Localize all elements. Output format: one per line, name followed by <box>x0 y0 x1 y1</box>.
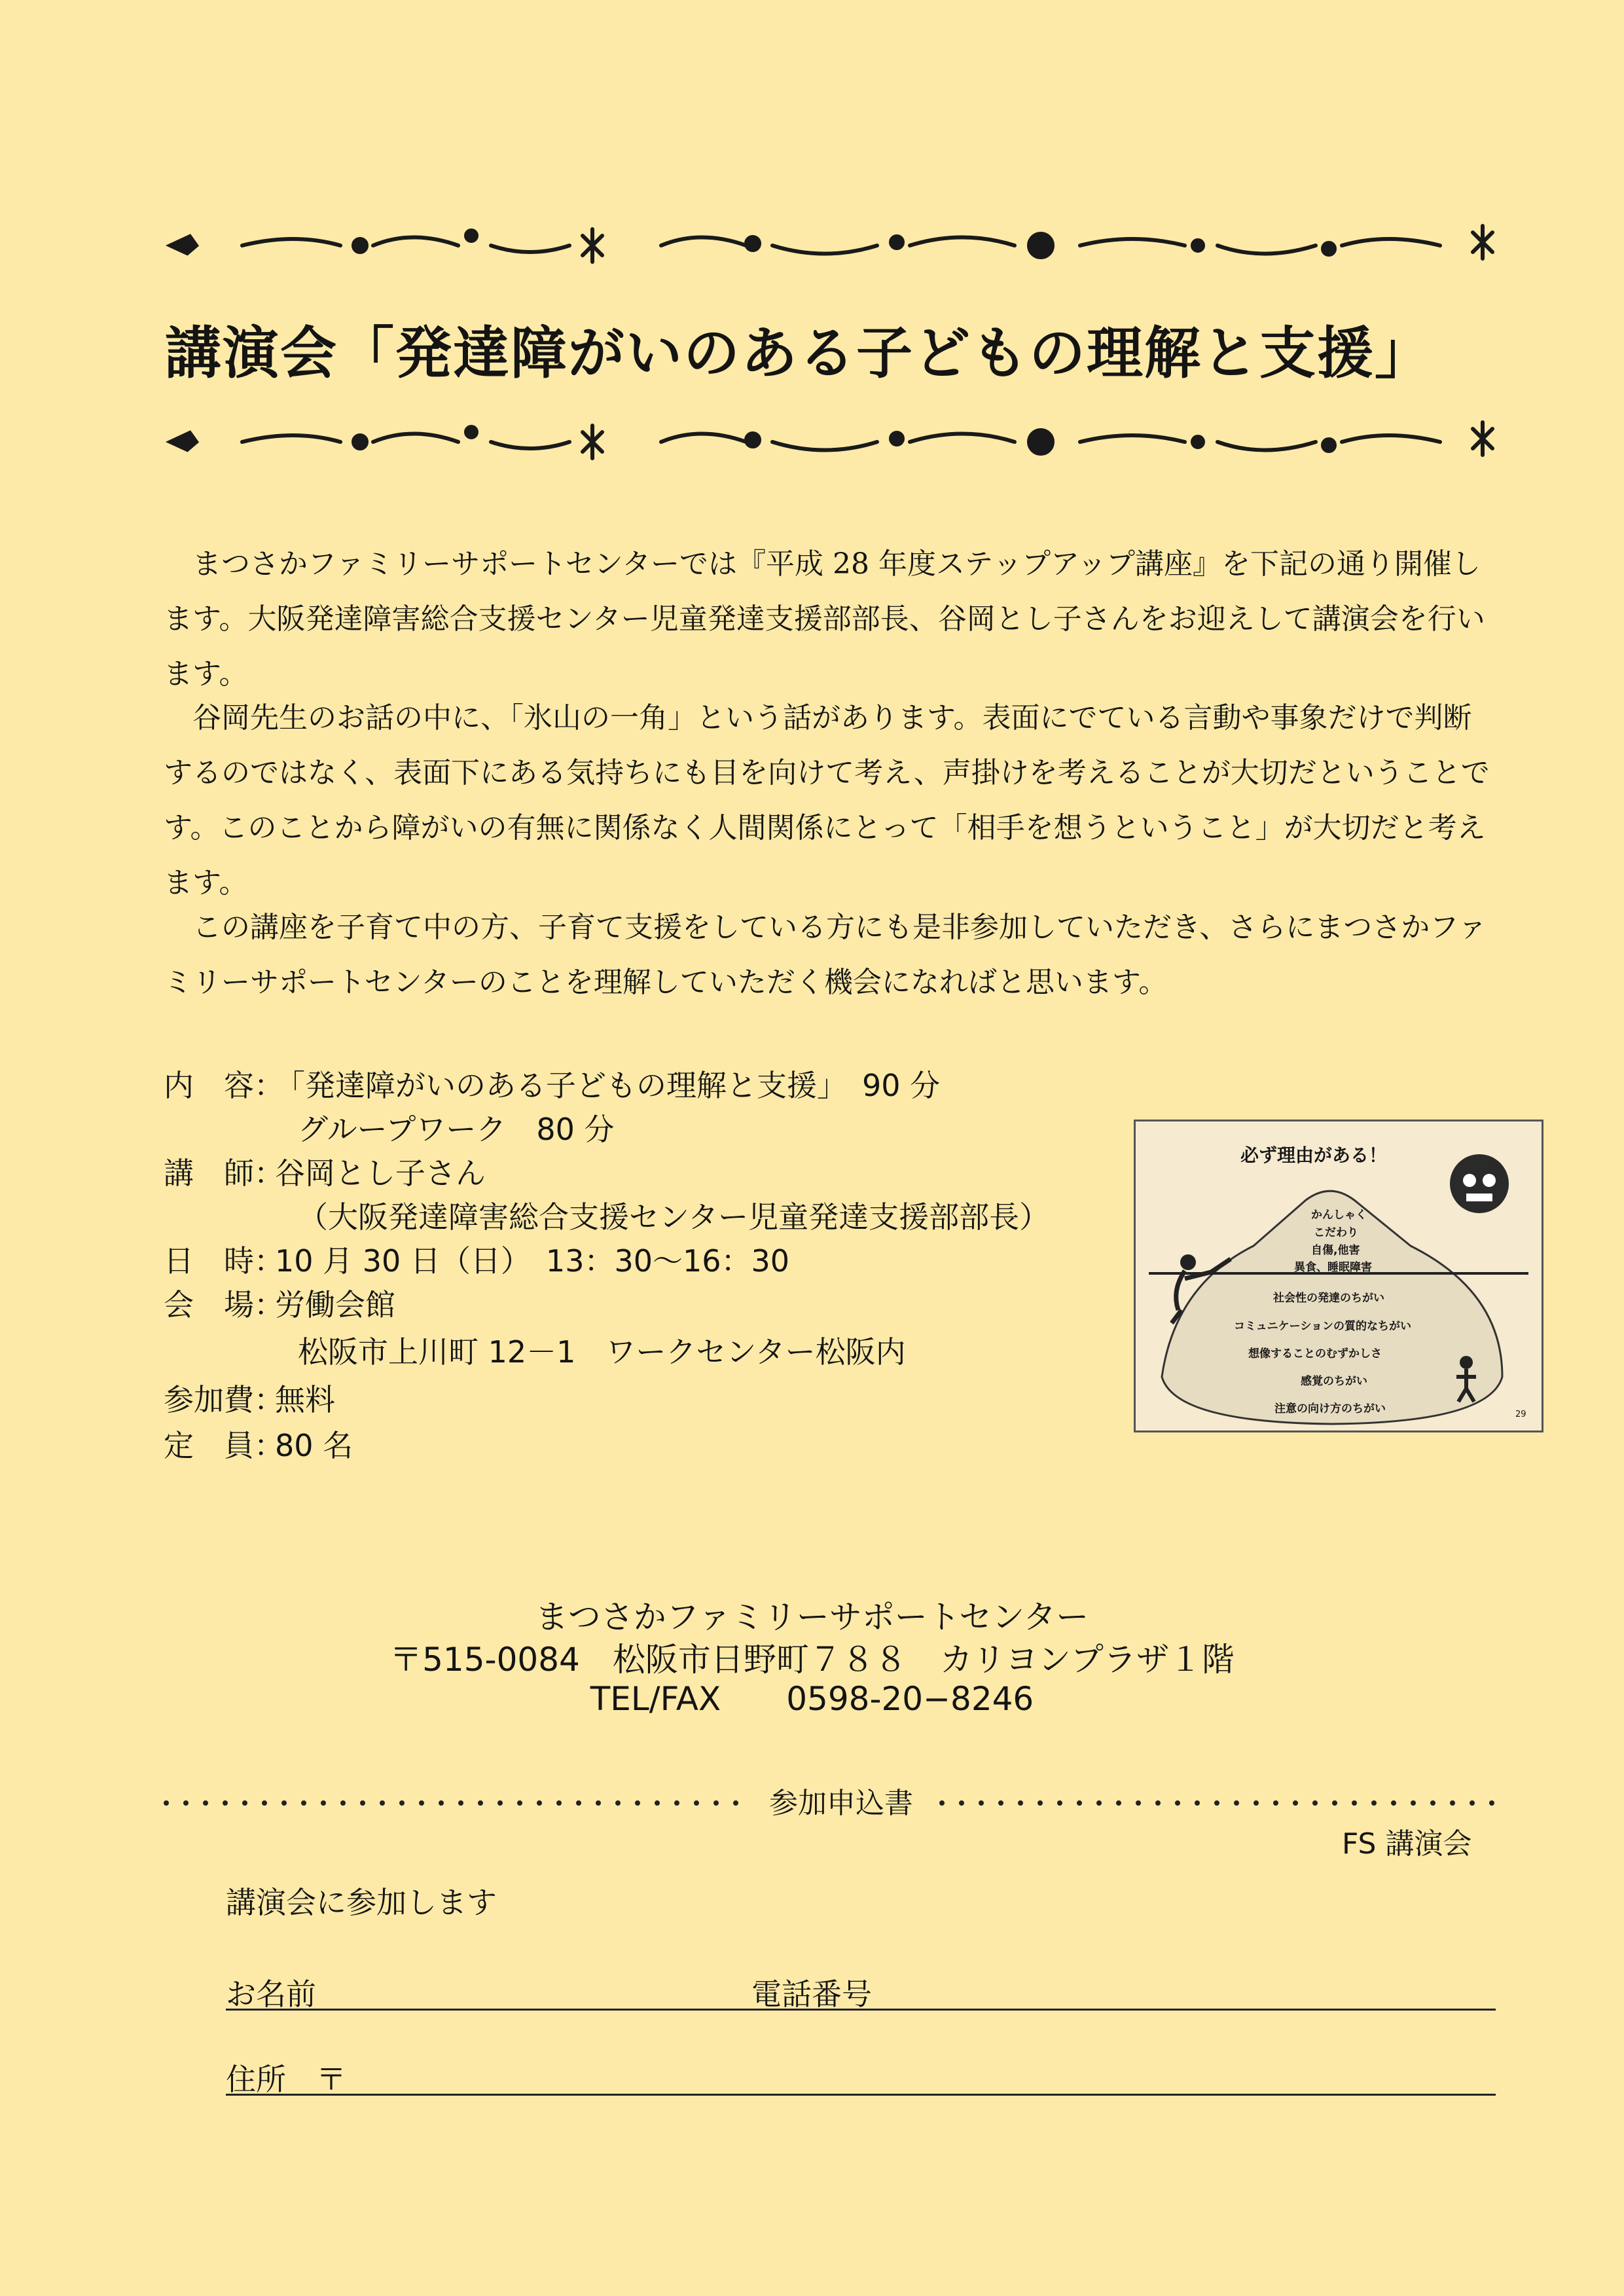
address-field[interactable] <box>226 2094 1496 2096</box>
intro-paragraph: この講座を子育て中の方、子育て支援をしている方にも是非参加していただき、さらにまつさかファミリーサポートセンターのことを理解していただく機会になればと思います。 <box>164 911 1487 999</box>
detail-label: 参加費： <box>164 1382 284 1417</box>
intro-paragraph: まつさかファミリーサポートセンターでは『平成 28 年度ステップアップ講座』を下記の通り開催します。大阪発達障害総合支援センター児童発達支援部部長、谷岡とし子さんをお迎えして講演会を行います。 <box>164 547 1485 691</box>
name-label: お名前 <box>226 1977 316 2012</box>
illustration-caption: 必ず理由がある！ <box>1240 1144 1388 1166</box>
detail-lecturer <box>164 1154 486 1193</box>
detail-venue-sub: 松阪市上川町 12－1 ワークセンター松阪内 <box>298 1334 906 1370</box>
detail-datetime <box>164 1241 789 1281</box>
organizer-address: 〒515-0084 松阪市日野町７８８ カリヨンプラザ１階 <box>389 1641 1235 1679</box>
iceberg-label: 自傷,他害 <box>1311 1244 1360 1257</box>
iceberg-label: かんしゃく <box>1311 1209 1367 1222</box>
detail-value: 労働会館 <box>275 1287 395 1322</box>
phone-label: 電話番号 <box>751 1977 872 2012</box>
name-phone-field[interactable] <box>226 2009 1496 2011</box>
iceberg-label: コミュニケーションの質的なちがい <box>1234 1320 1411 1333</box>
decorative-vine-bottom <box>164 412 1525 471</box>
address-label: 住所 〒 <box>226 2062 346 2097</box>
detail-venue <box>164 1285 395 1324</box>
dotted-line-left <box>164 1800 753 1806</box>
detail-value: 谷岡とし子さん <box>275 1156 486 1191</box>
detail-lecturer-sub: （大阪発達障害総合支援センター児童発達支援部部長） <box>298 1199 1050 1235</box>
angry-face-icon <box>1450 1154 1509 1213</box>
detail-capacity <box>164 1426 353 1465</box>
detail-label: 会 場： <box>164 1287 284 1322</box>
iceberg-label: 注意の向け方のちがい <box>1274 1402 1386 1415</box>
detail-value: 80 名 <box>275 1428 353 1463</box>
detail-value: 10 月 30 日（日） 13：30～16：30 <box>275 1243 790 1279</box>
page-title: 講演会「発達障がいのある子どもの理解と支援」 <box>165 321 1432 386</box>
detail-label: 講 師： <box>164 1156 284 1191</box>
form-tag: FS 講演会 <box>1342 1827 1472 1861</box>
organizer-name: まつさかファミリーサポートセンター <box>535 1598 1089 1636</box>
form-statement: 講演会に参加します <box>226 1885 497 1920</box>
illustration-page-mark: 29 <box>1515 1410 1526 1419</box>
detail-fee <box>164 1380 335 1419</box>
form-heading: 参加申込書 <box>769 1787 913 1820</box>
detail-content <box>164 1066 940 1105</box>
iceberg-illustration <box>1134 1120 1543 1432</box>
detail-label: 日 時： <box>164 1243 284 1279</box>
detail-label: 定 員： <box>164 1428 284 1463</box>
iceberg-label: 異食、睡眠障害 <box>1294 1261 1372 1274</box>
iceberg-label: 想像することのむずかしさ <box>1248 1347 1382 1360</box>
decorative-vine-top <box>164 216 1525 275</box>
detail-value: 「発達障がいのある子どもの理解と支援」 90 分 <box>275 1068 941 1103</box>
intro-paragraph: 谷岡先生のお話の中に、「氷山の一角」という話があります。表面にでている言動や事象だけで判断するのではなく、表面下にある気持ちにも目を向けて考え、声掛けを考えることが大切だということです。このことから障がいの有無に関係なく人間関係にとって「相手を想うということ」が大切だと考えます。 <box>164 701 1490 900</box>
iceberg-label: 感覚のちがい <box>1301 1375 1367 1388</box>
dotted-line-right <box>939 1800 1499 1806</box>
iceberg-label: こだわり <box>1314 1226 1358 1239</box>
detail-content-sub: グループワーク 80 分 <box>298 1112 615 1147</box>
detail-label: 内 容： <box>164 1068 284 1103</box>
iceberg-label: 社会性の発達のちがい <box>1273 1292 1384 1305</box>
form-separator <box>164 1774 1499 1820</box>
detail-value: 無料 <box>275 1382 335 1417</box>
organizer-tel: TEL/FAX 0598-20−8246 <box>590 1680 1034 1718</box>
